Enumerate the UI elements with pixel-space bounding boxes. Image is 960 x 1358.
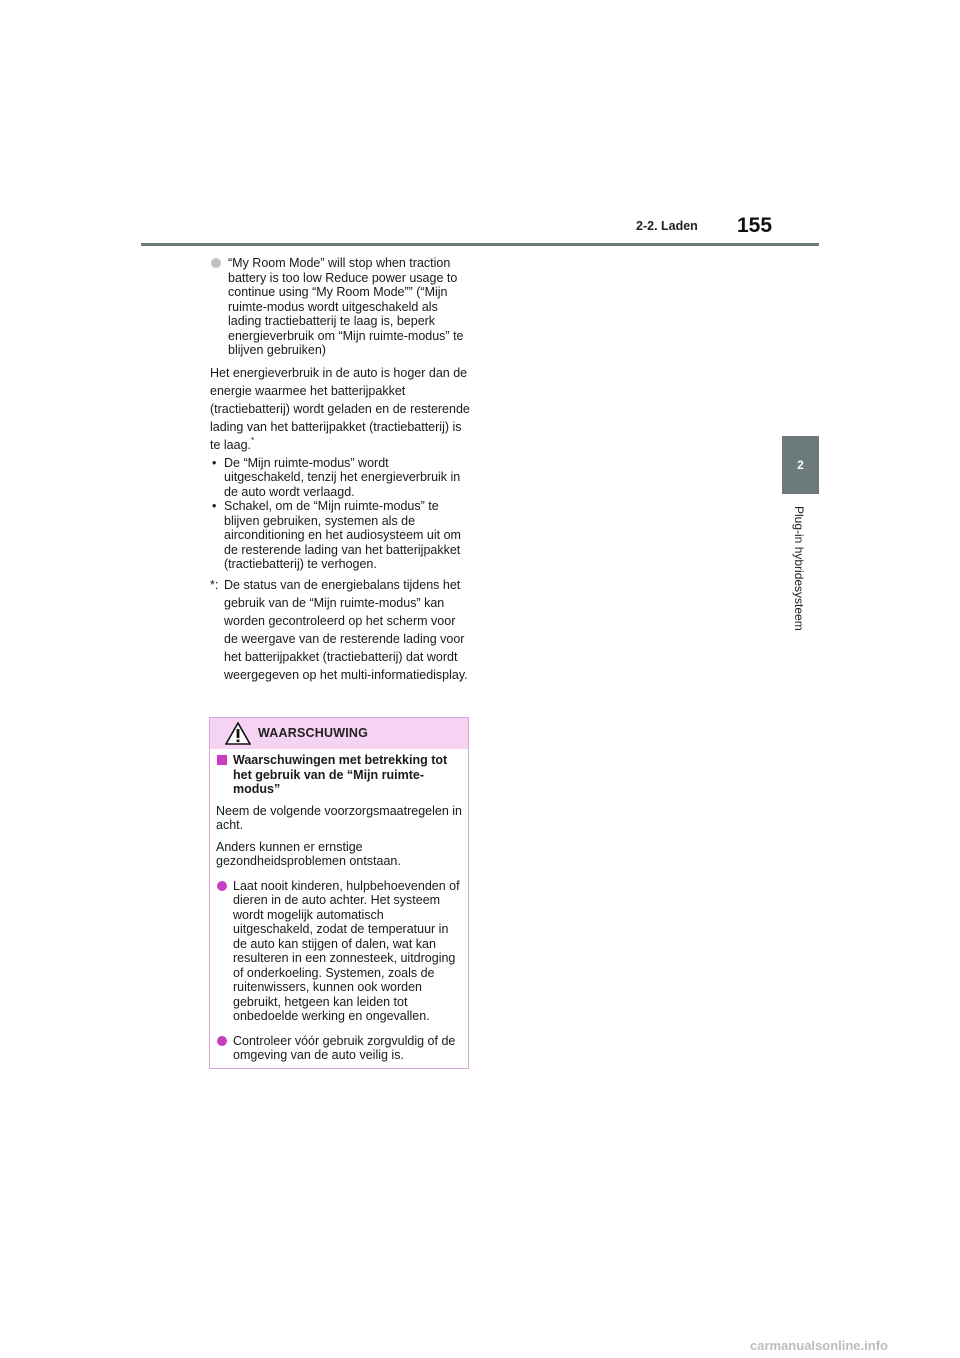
main-column (210, 256, 470, 684)
warning-bullet-text: Laat nooit kinderen, hulpbehoevenden of dieren in de auto achter. Het systeem wordt mogelijk automatisch uitgeschakeld, zodat de temperatuur in de auto kan stijgen of dalen, wat kan resulteren in een zonnesteek, uitdroging of onderkoeling. Systemen, zoals de ruitenwissers, kunnen ook worden gebruikt, hetgeen kan leiden tot onbedoelde werking en ongevallen. (233, 878, 460, 1023)
chapter-tab (782, 436, 819, 494)
warning-bullet (216, 879, 462, 1024)
footnote (210, 576, 470, 684)
bullet-dot-icon (217, 881, 227, 891)
bullet-dot-icon (217, 1036, 227, 1046)
bullet-text: “My Room Mode” will stop when traction battery is too low Reduce power usage to continue using “My Room Mode”” (“Mijn ruimte-modus wordt uitgeschakeld als lading tractiebatterij te laag is, beperk energieverbruik om “Mijn ruimte-modus” te blijven gebruiken) (228, 256, 464, 357)
body-text: Het energieverbruik in de auto is hoger dan de energie waarmee het batterijpakket (tractiebatterij) wordt geladen en de resterende lading van het batterijpakket (tractiebatterij) is te laag. (210, 365, 470, 452)
chapter-number: 2 (797, 458, 804, 472)
warning-paragraph: Anders kunnen er ernstige gezondheidsproblemen ontstaan. (216, 839, 401, 868)
list-item: • Schakel, om de “Mijn ruimte-modus” te blijven gebruiken, systemen als de airconditioning en het audiosysteem uit om de resterende lading van het batterijpakket (tractiebatterij) te verhogen. (210, 499, 470, 572)
square-bullet-icon (217, 755, 227, 765)
header-rule (141, 243, 819, 246)
warning-bullet-text: Controleer vóór gebruik zorgvuldig of de omgeving van de auto veilig is. (233, 1033, 456, 1062)
bullet-dot-icon (211, 258, 221, 268)
warning-subheading-text: Waarschuwingen met betrekking tot het gebruik van de “Mijn ruimte-modus” (233, 753, 448, 796)
warning-box (209, 717, 469, 1069)
warning-header (210, 718, 468, 749)
list-item: • De “Mijn ruimte-modus” wordt uitgeschakeld, tenzij het energieverbruik in de auto wordt verlaagd. (210, 456, 470, 500)
watermark: carmanualsonline.info (750, 1338, 888, 1353)
footnote-ref: * (251, 435, 255, 445)
footnote-text: De status van de energiebalans tijdens het gebruik van de “Mijn ruimte-modus” kan worden gecontroleerd op het scherm voor de weergave van de resterende lading voor het batterijpakket (tractiebatterij) dat wordt weergegeven op het multi-informatiedisplay. (224, 577, 468, 682)
body-paragraph (210, 364, 470, 454)
chapter-title: Plug-in hybridesysteem (792, 506, 806, 631)
bullet-my-room-mode (210, 256, 470, 358)
section-title: 2-2. Laden (636, 219, 698, 233)
warning-subheading (216, 753, 462, 797)
warning-body (210, 749, 468, 1063)
warning-title: WAARSCHUWING (258, 726, 369, 740)
page-number: 155 (737, 214, 773, 237)
warning-paragraph: Neem de volgende voorzorgsmaatregelen in acht. (216, 803, 462, 832)
warning-triangle-icon (225, 722, 251, 745)
footnote-mark: *: (210, 577, 219, 592)
sub-list (210, 456, 470, 572)
warning-bullet (216, 1034, 462, 1063)
